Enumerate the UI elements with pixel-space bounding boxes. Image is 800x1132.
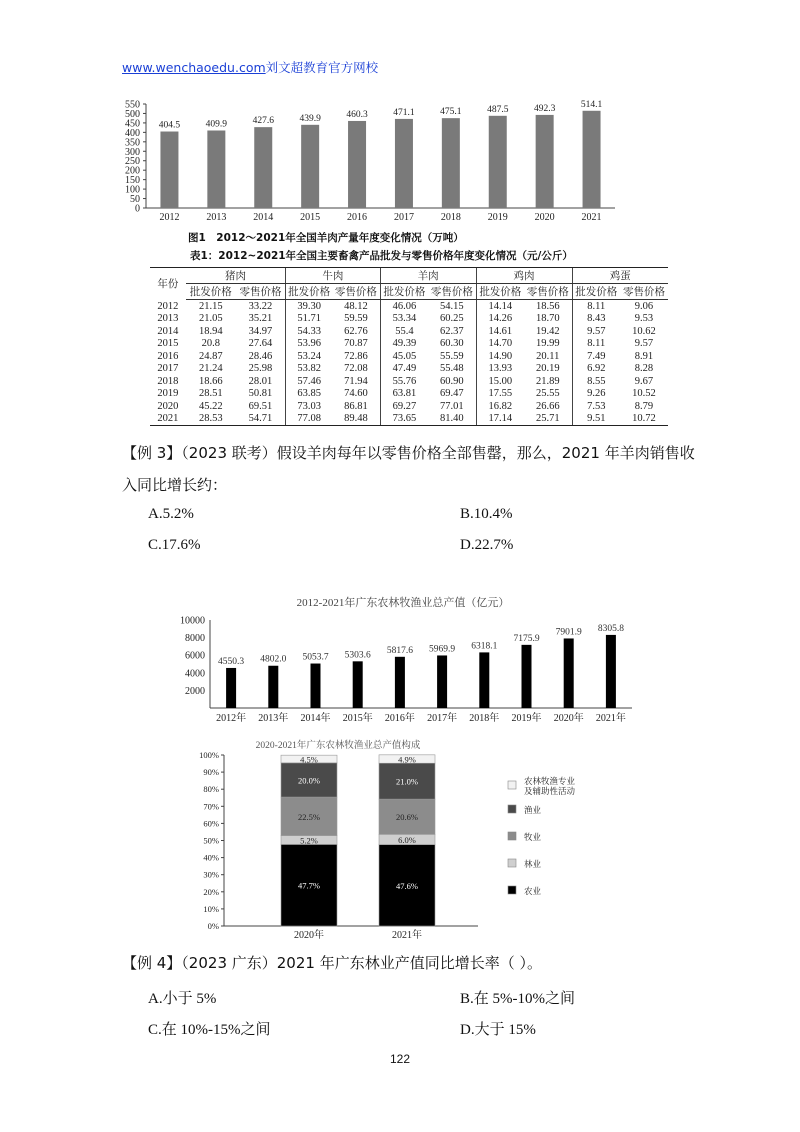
price-cell: 28.53 xyxy=(198,413,223,425)
page-header xyxy=(122,58,378,76)
y-tick-label: 500 xyxy=(125,108,140,120)
x-tick-label: 2020 xyxy=(534,212,555,223)
price-cell: 14.70 xyxy=(476,338,524,351)
data-label: 6.0% xyxy=(398,834,416,845)
price-cell: 62.76 xyxy=(344,325,368,337)
x-tick-label: 2014 xyxy=(253,212,274,223)
price-cell: 18.56 xyxy=(535,300,560,312)
data-label: 6318.1 xyxy=(471,641,498,652)
x-tick-label: 2016 xyxy=(347,212,368,223)
data-label: 460.3 xyxy=(346,109,368,120)
price-cell: 17.14 xyxy=(476,413,524,426)
year-header: 年份 xyxy=(157,279,179,291)
y-tick-label: 50 xyxy=(130,194,140,206)
example3-question-line2: 入同比增长约： xyxy=(122,476,228,494)
example3-option-a[interactable]: A.5.2% xyxy=(148,506,194,522)
price-cell: 86.81 xyxy=(344,400,368,412)
bar xyxy=(479,652,489,708)
price-cell: 47.49 xyxy=(380,363,428,376)
group-header-chicken: 鸡肉 xyxy=(476,268,572,284)
y-tick-label: 400 xyxy=(125,127,140,139)
x-tick-label: 2015年 xyxy=(342,713,373,724)
data-label: 5969.9 xyxy=(429,644,456,655)
price-cell: 19.99 xyxy=(535,338,560,350)
price-cell: 21.05 xyxy=(198,313,223,325)
price-table-wrapper xyxy=(150,267,668,426)
y-tick-label: 0 xyxy=(135,203,140,215)
sub-header-wholesale: 批发价格 xyxy=(286,284,333,300)
price-cell: 63.81 xyxy=(380,388,428,401)
bar xyxy=(536,115,554,208)
price-cell: 10.52 xyxy=(632,388,656,400)
price-cell: 9.57 xyxy=(634,338,654,350)
price-cell: 28.01 xyxy=(248,375,273,387)
price-table xyxy=(150,268,668,425)
price-cell: 62.37 xyxy=(440,325,464,337)
price-cell: 21.15 xyxy=(198,300,223,312)
data-label: 409.9 xyxy=(205,119,228,130)
price-cell: 69.27 xyxy=(380,400,428,413)
price-cell: 9.06 xyxy=(634,300,654,312)
price-cell: 25.55 xyxy=(535,388,560,400)
data-label: 427.6 xyxy=(252,116,274,127)
price-cell: 7.53 xyxy=(572,400,620,413)
data-label: 514.1 xyxy=(580,99,603,110)
y-tick-label: 50% xyxy=(203,835,219,846)
x-tick-label: 2018年 xyxy=(469,713,500,724)
price-cell: 18.66 xyxy=(198,375,223,387)
chart-title: 2020-2021年广东农林牧渔业总产值构成 xyxy=(255,741,421,751)
y-tick-label: 200 xyxy=(125,165,140,177)
price-cell: 53.34 xyxy=(380,313,428,326)
page-number: 122 xyxy=(389,1052,411,1066)
price-cell: 9.53 xyxy=(634,313,654,325)
price-cell: 54.33 xyxy=(286,325,333,338)
price-cell: 9.26 xyxy=(572,388,620,401)
y-tick-label: 80% xyxy=(203,784,219,795)
price-cell: 8.55 xyxy=(572,375,620,388)
data-label: 5303.6 xyxy=(344,650,371,661)
y-tick-label: 300 xyxy=(125,146,140,158)
bar xyxy=(348,121,366,208)
x-tick-label: 2015 xyxy=(300,212,321,223)
bar xyxy=(606,635,616,708)
example4-option-c[interactable]: C.在 10%-15%之间 xyxy=(148,1022,271,1038)
table-row xyxy=(150,375,668,388)
year-cell: 2014 xyxy=(157,325,179,337)
sub-header-retail: 零售价格 xyxy=(236,284,286,300)
legend-swatch xyxy=(508,832,516,840)
price-cell: 35.21 xyxy=(248,313,273,325)
mutton-output-chart xyxy=(100,92,620,230)
price-cell: 21.24 xyxy=(198,363,223,375)
data-label: 5053.7 xyxy=(302,652,329,663)
price-cell: 72.08 xyxy=(344,363,368,375)
table-row xyxy=(150,363,668,376)
bar xyxy=(395,657,405,708)
price-cell: 8.91 xyxy=(634,350,654,362)
sub-header-wholesale: 批发价格 xyxy=(572,284,620,300)
legend-swatch xyxy=(508,805,516,813)
data-label: 22.5% xyxy=(298,811,320,822)
table-row xyxy=(150,300,668,313)
example3-option-b[interactable]: B.10.4% xyxy=(460,506,513,522)
price-cell: 57.46 xyxy=(286,375,333,388)
price-cell: 10.62 xyxy=(632,325,656,337)
sub-header-retail: 零售价格 xyxy=(524,284,572,300)
price-cell: 55.48 xyxy=(440,363,464,375)
group-header-eggs: 鸡蛋 xyxy=(572,268,668,284)
price-cell: 55.76 xyxy=(380,375,428,388)
group-header-pork: 猪肉 xyxy=(186,268,286,284)
x-tick-label: 2021年 xyxy=(392,930,422,941)
price-cell: 69.51 xyxy=(248,400,273,412)
y-tick-label: 60% xyxy=(203,818,219,829)
y-tick-label: 150 xyxy=(125,175,140,187)
y-tick-label: 550 xyxy=(125,99,140,111)
price-cell: 60.30 xyxy=(440,338,464,350)
price-cell: 15.00 xyxy=(476,375,524,388)
data-label: 4550.3 xyxy=(218,656,245,667)
price-cell: 60.90 xyxy=(440,375,464,387)
site-url-link[interactable]: www.wenchaoedu.com xyxy=(122,60,266,75)
y-tick-label: 10% xyxy=(203,903,219,914)
year-cell: 2012 xyxy=(157,300,179,312)
bar xyxy=(160,132,178,208)
y-tick-label: 30% xyxy=(203,869,219,880)
price-cell: 14.61 xyxy=(476,325,524,338)
price-cell: 72.86 xyxy=(344,350,368,362)
price-cell: 45.05 xyxy=(380,350,428,363)
price-cell: 73.03 xyxy=(286,400,333,413)
price-cell: 7.49 xyxy=(572,350,620,363)
x-tick-label: 2020年 xyxy=(294,930,324,941)
year-cell: 2016 xyxy=(157,350,179,362)
price-cell: 74.60 xyxy=(344,388,368,400)
price-cell: 13.93 xyxy=(476,363,524,376)
price-cell: 24.87 xyxy=(198,350,223,362)
table-row xyxy=(150,325,668,338)
sub-header-wholesale: 批发价格 xyxy=(476,284,524,300)
bar xyxy=(442,118,460,208)
price-cell: 17.55 xyxy=(476,388,524,401)
price-cell: 55.4 xyxy=(380,325,428,338)
price-cell: 18.70 xyxy=(535,313,560,325)
x-tick-label: 2021年 xyxy=(595,713,626,724)
data-label: 404.5 xyxy=(158,120,181,131)
price-cell: 9.67 xyxy=(634,375,654,387)
y-tick-label: 4000 xyxy=(185,668,205,680)
x-tick-label: 2012 xyxy=(159,212,180,223)
price-cell: 77.08 xyxy=(286,413,333,426)
price-cell: 25.98 xyxy=(248,363,273,375)
price-cell: 20.11 xyxy=(536,350,560,362)
price-cell: 34.97 xyxy=(248,325,273,337)
year-cell: 2018 xyxy=(157,375,179,387)
y-tick-label: 6000 xyxy=(185,650,205,662)
data-label: 4.5% xyxy=(300,754,318,765)
bar xyxy=(254,127,272,208)
year-cell: 2020 xyxy=(157,400,179,412)
table-row xyxy=(150,338,668,351)
price-cell: 81.40 xyxy=(440,413,464,425)
price-cell: 69.47 xyxy=(440,388,464,400)
y-tick-label: 100% xyxy=(199,750,219,760)
price-cell: 28.46 xyxy=(248,350,273,362)
year-cell: 2015 xyxy=(157,338,179,350)
data-label: 439.9 xyxy=(299,113,321,124)
bar xyxy=(268,666,278,708)
price-cell: 77.01 xyxy=(440,400,464,412)
example3-option-c[interactable]: C.17.6% xyxy=(148,537,201,553)
bar xyxy=(437,655,447,708)
table-row xyxy=(150,413,668,426)
data-label: 20.6% xyxy=(396,812,418,823)
data-label: 21.0% xyxy=(396,776,418,787)
y-tick-label: 2000 xyxy=(185,685,205,697)
y-tick-label: 40% xyxy=(203,852,219,863)
data-label: 487.5 xyxy=(487,104,509,115)
year-cell: 2013 xyxy=(157,313,179,325)
price-cell: 26.66 xyxy=(535,400,560,412)
price-cell: 21.89 xyxy=(535,375,560,387)
bar xyxy=(564,638,574,708)
y-tick-label: 0% xyxy=(207,921,219,931)
chart1-caption: 图1 2012～2021年全国羊肉产量年度变化情况（万吨） xyxy=(188,232,464,244)
sub-header-retail: 零售价格 xyxy=(428,284,476,300)
guangdong-total-output-chart xyxy=(168,594,638,726)
sub-header-retail: 零售价格 xyxy=(620,284,668,300)
bar xyxy=(226,668,236,708)
x-tick-label: 2019 xyxy=(487,212,508,223)
data-label: 8305.8 xyxy=(597,623,624,634)
price-cell: 60.25 xyxy=(440,313,464,325)
price-cell: 59.59 xyxy=(344,313,368,325)
x-tick-label: 2012年 xyxy=(216,713,247,724)
price-cell: 28.51 xyxy=(198,388,223,400)
x-tick-label: 2013年 xyxy=(258,713,289,724)
group-header-beef: 牛肉 xyxy=(286,268,380,284)
price-cell: 9.57 xyxy=(572,325,620,338)
data-label: 471.1 xyxy=(393,107,415,118)
y-tick-label: 20% xyxy=(203,886,219,897)
price-cell: 27.64 xyxy=(248,338,273,350)
price-cell: 53.82 xyxy=(286,363,333,376)
y-tick-label: 250 xyxy=(125,156,140,168)
price-cell: 55.59 xyxy=(440,350,464,362)
sub-header-retail: 零售价格 xyxy=(332,284,380,300)
bar xyxy=(395,119,413,208)
data-label: 5.2% xyxy=(300,835,318,846)
org-name: 刘文超教育官方网校 xyxy=(265,60,379,75)
table-row xyxy=(150,400,668,413)
price-cell: 49.39 xyxy=(380,338,428,351)
example4-option-a[interactable]: A.小于 5% xyxy=(148,991,217,1007)
price-cell: 10.72 xyxy=(632,413,656,425)
bar xyxy=(353,661,363,708)
price-cell: 8.11 xyxy=(572,300,620,313)
data-label: 475.1 xyxy=(440,107,462,118)
bar xyxy=(301,125,319,208)
group-header-mutton: 羊肉 xyxy=(380,268,476,284)
example3-question-line1: 【例 3】（2023 联考）假设羊肉每年以零售价格全部售罄，那么，2021 年羊肉销售收 xyxy=(122,444,695,462)
price-cell: 16.82 xyxy=(476,400,524,413)
price-cell: 14.26 xyxy=(476,313,524,326)
x-tick-label: 2019年 xyxy=(511,713,542,724)
y-tick-label: 90% xyxy=(203,767,219,778)
bar xyxy=(522,645,532,708)
table-row xyxy=(150,313,668,326)
price-cell: 73.65 xyxy=(380,413,428,426)
price-cell: 70.87 xyxy=(344,338,368,350)
table1-caption: 表1：2012~2021年全国主要畜禽产品批发与零售价格年度变化情况（元/公斤） xyxy=(190,250,573,262)
year-cell: 2019 xyxy=(157,388,179,400)
example3-option-d[interactable]: D.22.7% xyxy=(460,537,514,553)
sub-header-wholesale: 批发价格 xyxy=(380,284,428,300)
x-tick-label: 2014年 xyxy=(300,713,331,724)
x-tick-label: 2018 xyxy=(440,212,461,223)
price-cell: 19.42 xyxy=(535,325,560,337)
price-cell: 25.71 xyxy=(535,413,560,425)
example4-option-d[interactable]: D.大于 15% xyxy=(460,1022,536,1038)
data-label: 7901.9 xyxy=(555,627,582,638)
legend-label: 渔业 xyxy=(524,805,542,815)
price-cell: 14.90 xyxy=(476,350,524,363)
bar xyxy=(489,116,507,208)
example4-option-b[interactable]: B.在 5%-10%之间 xyxy=(460,991,575,1007)
sub-header-wholesale: 批发价格 xyxy=(186,284,236,300)
price-cell: 53.96 xyxy=(286,338,333,351)
price-cell: 6.92 xyxy=(572,363,620,376)
x-tick-label: 2017 xyxy=(393,212,414,223)
x-tick-label: 2021 xyxy=(581,212,602,223)
guangdong-output-composition-chart xyxy=(188,738,638,942)
legend-label: 林业 xyxy=(524,859,542,869)
price-cell: 45.22 xyxy=(198,400,223,412)
price-cell: 50.81 xyxy=(248,388,273,400)
price-cell: 51.71 xyxy=(286,313,333,326)
price-cell: 53.24 xyxy=(286,350,333,363)
x-tick-label: 2016年 xyxy=(384,713,415,724)
price-cell: 18.94 xyxy=(198,325,223,337)
price-cell: 8.11 xyxy=(572,338,620,351)
data-label: 492.3 xyxy=(533,103,556,114)
price-cell: 63.85 xyxy=(286,388,333,401)
data-label: 5817.6 xyxy=(386,645,413,656)
data-label: 47.6% xyxy=(396,880,418,891)
table-row xyxy=(150,350,668,363)
legend-swatch xyxy=(508,859,516,867)
price-cell: 54.71 xyxy=(248,413,273,425)
price-cell: 46.06 xyxy=(380,300,428,313)
price-cell: 48.12 xyxy=(344,300,368,312)
data-label: 4.9% xyxy=(398,754,416,765)
x-tick-label: 2017年 xyxy=(427,713,458,724)
price-cell: 9.51 xyxy=(572,413,620,426)
price-cell: 20.19 xyxy=(535,363,560,375)
price-cell: 8.43 xyxy=(572,313,620,326)
price-cell: 39.30 xyxy=(286,300,333,313)
y-tick-label: 350 xyxy=(125,137,140,149)
x-tick-label: 2013 xyxy=(206,212,227,223)
y-tick-label: 450 xyxy=(125,118,140,130)
y-tick-label: 70% xyxy=(203,801,219,812)
price-cell: 89.48 xyxy=(344,413,368,425)
legend-swatch xyxy=(508,781,516,789)
price-cell: 14.14 xyxy=(476,300,524,313)
data-label: 47.7% xyxy=(298,880,320,891)
data-label: 7175.9 xyxy=(513,633,540,644)
chart-title: 2012-2021年广东农林牧渔业总产值（亿元） xyxy=(296,597,510,609)
price-cell: 71.94 xyxy=(344,375,368,387)
legend-label: 牧业 xyxy=(524,832,542,842)
x-tick-label: 2020年 xyxy=(553,713,584,724)
price-cell: 33.22 xyxy=(248,300,273,312)
price-cell: 8.28 xyxy=(634,363,654,375)
y-tick-label: 8000 xyxy=(185,633,205,645)
y-tick-label: 100 xyxy=(125,184,140,196)
year-cell: 2017 xyxy=(157,363,179,375)
year-cell: 2021 xyxy=(157,413,179,425)
legend-swatch xyxy=(508,886,516,894)
bar xyxy=(207,130,225,208)
price-cell: 54.15 xyxy=(440,300,464,312)
table-row xyxy=(150,388,668,401)
data-label: 4802.0 xyxy=(260,654,287,665)
bar xyxy=(311,664,321,708)
legend-label: 农林牧渔专业及辅助性活动 xyxy=(524,776,576,796)
y-tick-label: 10000 xyxy=(180,615,205,627)
legend-label: 农业 xyxy=(524,886,542,896)
price-cell: 8.79 xyxy=(634,400,654,412)
example4-question: 【例 4】（2023 广东）2021 年广东林业产值同比增长率（ ）。 xyxy=(122,954,542,972)
bar xyxy=(583,111,601,208)
price-cell: 20.8 xyxy=(201,338,220,350)
data-label: 20.0% xyxy=(298,775,320,786)
